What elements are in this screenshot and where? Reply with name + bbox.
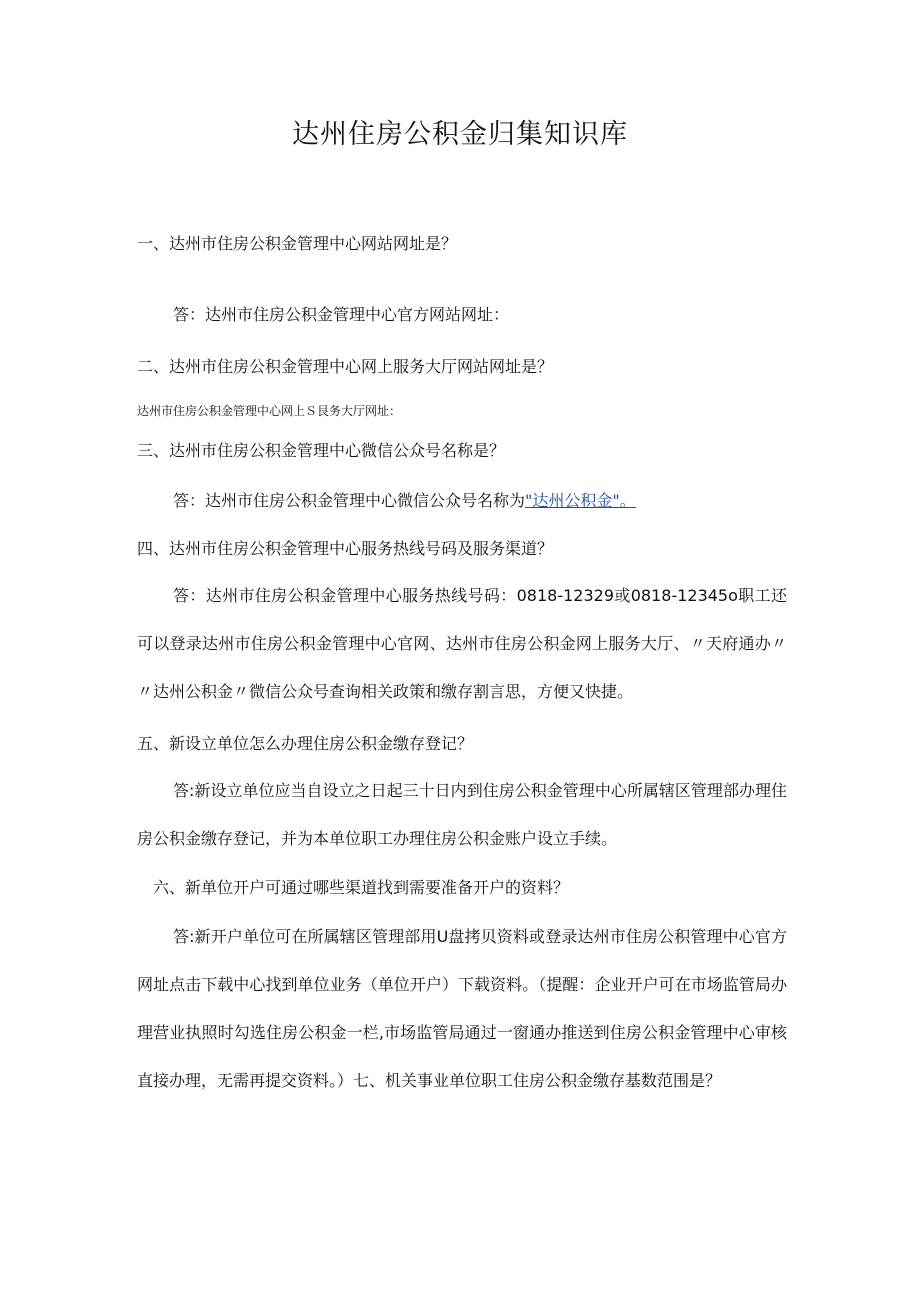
answer-3-text: 答：达州市住房公积金管理中心微信公众号名称为 [173,491,526,510]
answer-2: 达州市住房公积金管理中心网上Ｓ艮务大厅网址： [137,404,402,418]
question-1: 一、达州市住房公积金管理中心网站网址是？ [137,234,458,253]
answer-1: 答：达州市住房公积金管理中心官方网站网址： [173,305,510,324]
answer-6: 答:新开户单位可在所属辖区管理部用U盘拷贝资料或登录达州市住房公积管理中心官方网址点击下载中心找到单位业务（单位开户）下载资料。（提醒：企业开户可在市场监管局办理营业执照时勾选住房公积金一栏,市场监管局通过一窗通办推送到住房公积金管理中心审核直接办理，无需再提交资料。）七、机关事业单位职工住房公积金缴存基数范围是？ [137,927,787,1090]
question-5: 五、新设立单位怎么办理住房公积金缴存登记？ [137,734,474,753]
wechat-account-link[interactable]: "达州公积金"。 [525,491,636,510]
answer-3 [173,491,787,511]
answer-4: 答：达州市住房公积金管理中心服务热线号码：0818-12329或0818-12345o职工还可以登录达州市住房公积金管理中心官网、达州市住房公积金网上服务大厅、〃天府通办〃〃达州公积金〃微信公众号查询相关政策和缴存割言思，方便又快捷。 [137,586,787,701]
question-6: 六、新单位开户可通过哪些渠道找到需要准备开户的资料？ [153,878,570,897]
question-3: 三、达州市住房公积金管理中心微信公众号名称是？ [137,441,506,460]
question-4: 四、达州市住房公积金管理中心服务热线号码及服务渠道？ [137,539,554,558]
document-title: 达州住房公积金归集知识库 [292,119,628,150]
answer-5: 答:新设立单位应当自设立之日起三十日内到住房公积金管理中心所属辖区管理部办理住房公积金缴存登记，并为本单位职工办理住房公积金账户设立手续。 [137,781,787,848]
question-2: 二、达州市住房公积金管理中心网上服务大厅网站网址是？ [137,357,554,376]
